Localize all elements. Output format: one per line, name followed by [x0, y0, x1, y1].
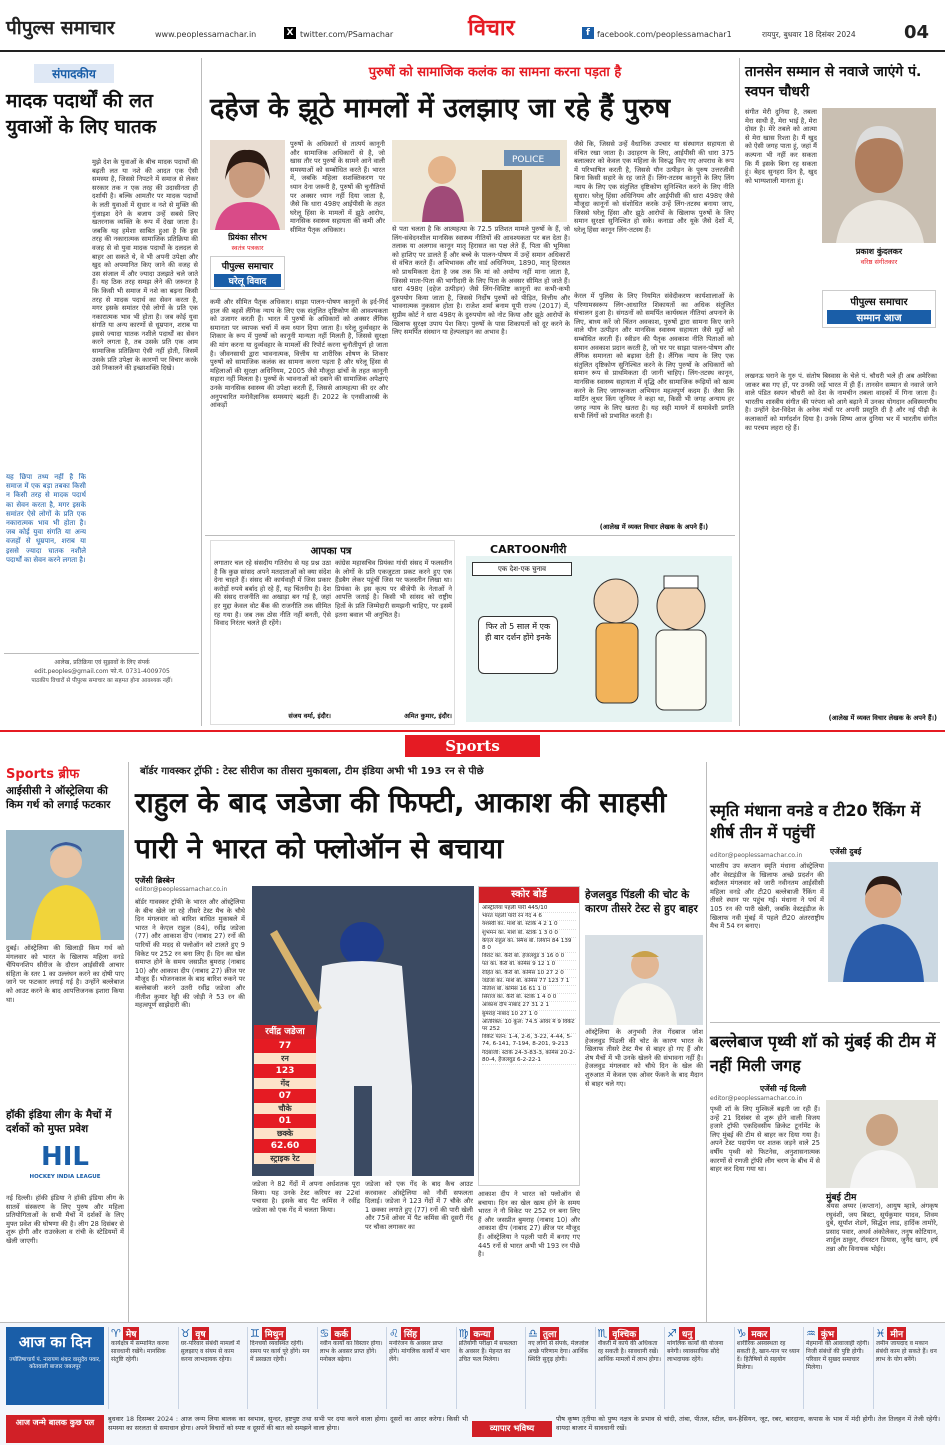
cartoon-panel: [466, 556, 732, 722]
smriti-photo: [828, 862, 938, 982]
sign-name: तुला: [540, 1327, 560, 1340]
sports-banner-bar: [0, 730, 945, 758]
stat-value: 77: [254, 1039, 316, 1053]
horoscope-note: ज्योतिषाचार्य पं. नारायण शंकर वासुदेव पवार, कोतवाली बाजार जबलपुर: [9, 1357, 101, 1370]
score-line: पंत का. कैरी बो. कमिंस 9 12 1 0: [482, 961, 576, 969]
sign-name: मकर: [748, 1327, 770, 1340]
author-photo: [210, 140, 285, 230]
sign-text: मांगलिक कार्यों की योजना बनेगी। व्यावसायिक सौदे लाभदायक रहेंगे।: [667, 1340, 724, 1363]
trade-title: व्यापार भविष्य: [472, 1421, 552, 1437]
sports-headline: राहुल के बाद जडेजा की फिफ्टी, आकाश की साहसी पारी ने भारत को फ्लोऑन से बचाया: [135, 786, 667, 865]
lead-headline: दहेज के झूठे मामलों में उलझाए जा रहे हैं पुरुष: [210, 93, 671, 124]
sports-byline: एजेंसी ब्रिस्बेन: [135, 876, 175, 885]
sign-card: [178, 1327, 248, 1409]
score-line: शुभमन का. मार्श बो. स्टार्क 1 3 0 0: [482, 930, 576, 938]
trade-text: पौष कृष्ण तृतीया को पुष्य नक्षत्र के प्रभाव से चांदी, तांबा, पीतल, स्टील, सन-हैसियन, जूट, रबर, बारदाना, कपास के भाव में मंदी होगी। तेल तिलहन में तेजी रहेगी। वायदा बाजार में सावधानी रखें।: [556, 1415, 940, 1432]
sports-email: editor@peoplessamachar.co.in: [135, 886, 228, 893]
zodiac-icon: ♉: [180, 1327, 191, 1340]
sign-name: वृश्चिक: [609, 1327, 639, 1340]
sign-name: कन्या: [470, 1327, 493, 1340]
score-line: सिराज का. कैरी बो. स्टार्क 1 4 0 0: [482, 994, 576, 1002]
smriti-email: editor@peoplessamachar.co.in: [710, 852, 803, 859]
score-line: गेंदबाजी: स्टार्क 24-3-83-3, कमिंस 20-2-80-4, हेजलवुड 6-2-22-1: [482, 1050, 576, 1065]
smriti-body: भारतीय उप कप्तान स्मृति मंधाना ऑस्ट्रेलिया और वेस्टइंडीज के खिलाफ अच्छे प्रदर्शन की बदौलत मंगलवार को जारी नवीनतम आईसीसी महिला वनडे और टी20 बल्लेबाजी रैंकिंग में तीसरे स्थान पर पहुंच गईं। मंधाना ने पर्थ में 105 रन की पारी खेली, जबकि वेस्टइंडीज के खिलाफ नवी मुंबई में पहले टी20 अंतरराष्ट्रीय मैच में 54 रन बनाए।: [710, 862, 824, 931]
smriti-headline: स्मृति मंधाना वनडे व टी20 रैंकिंग में शीर्ष तीन में पहुंचीं: [710, 801, 921, 842]
lead-col4: जैसे कि, जिससे उन्हें वैधानिक उपचार या संस्थागत सहायता से वंचित रखा जाता है। उदाहरण के लिए, आईपीसी की धारा 375 बलात्कार को केवल एक महिला के विरुद्ध किए गए अपराध के रूप में परिभाषित करती है, जिससे यौन उत्पीड़न के पुरुष उत्तरजीवी बिना किसी सहारे के रह जाते हैं। लिंग-तटस्थ कानूनों के लिए लिंग न्याय के लिए एक संतुलित दृष्टिकोण सुनिश्चित करने के लिए नीति सुधार। घरेलू हिंसा अधिनियम और आईपीसी की धारा 498ए जैसे मौजूदा कानूनों को संशोधित करके उन्हें लिंग-तटस्थ बनाया जाए, जिससे घरेलू हिंसा और झूठे आरोपों के खिलाफ पुरुषों के लिए समान सुरक्षा सुनिश्चित हो सके। कनाडा और यूके जैसे देशों में, घरेलू हिंसा कानून लिंग-तटस्थ हैं।: [574, 140, 734, 234]
sign-name: सिंह: [401, 1327, 420, 1340]
team-body: श्रेयस अय्यर (कप्तान), आयुष म्हात्रे, अंगकृष रघुवंशी, जय बिस्टा, सूर्यकुमार यादव, शिवम दुबे, सूर्यांश शेडगे, सिद्धेश लाड, हार्दिक तामोरे, प्रसाद पवार, अथर्व अंकोलेकर, तनुष कोटियान, शार्दुल ठाकुर, रॉयस्टन डियास, जुनैद खान, हर्ष तन्ना और विनायक भोईर।: [826, 1202, 938, 1253]
cartoon-box: [460, 540, 738, 725]
dateline: रायपुर, बुधवार 18 दिसंबर 2024: [762, 30, 856, 39]
editorial-pull-quote: यह छिपा तथ्य नहीं है कि समाज में एक बड़ा तबका किसी न किसी तरह से मादक पदार्थ का सेवन करता है, मगर इसके समांतर ऐसे लोगों के प्रति एक नकारात्मक भाव भी होता है। जब कोई युवा संगति या अन्य वजहों से धूम्रपान, शराब या इससे ज्यादा घातक नशीले पदार्थों का सेवन करने लगता है।: [6, 473, 86, 564]
score-line: रोहित का. कैरी बो. कमिंस 10 27 2 0: [482, 970, 576, 978]
lead-illustration: [392, 140, 567, 222]
brief-player: [6, 830, 124, 940]
lead-kicker: पुरुषों को सामाजिक कलंक का सामना करना पड़ता है: [368, 65, 622, 80]
sports-body3: जडेजा को एक गेंद के बाद कैच आउट करवाकर ऑस्ट्रेलिया को नौवीं सफलता दिलाई। जडेजा ने 123 गेंदों में 7 चौके और 1 छक्का लगाते हुए (77) रनों की पारी खेली और 75वें ओवर में पैट कमिंस की दूसरी गेंद पर चौका लगाकर का: [365, 1180, 473, 1231]
cartoon-title: CARTOONगीरी: [490, 543, 567, 556]
shaw-photo: [826, 1100, 938, 1188]
hazel-photo: [585, 935, 703, 1025]
sign-text: नौकरी में कार्य की अधिकता रह सकती है। सावधानी रखें। आर्थिक मामलों में लाभ होगा।: [597, 1340, 661, 1363]
stat-label: रन: [254, 1053, 316, 1064]
hazel-body: ऑस्ट्रेलिया के अनुभवी तेज गेंदबाज जोश हेजलवुड पिंडली की चोट के कारण भारत के खिलाफ तीसरे टेस्ट मैच से बाहर हो गए हैं और शेष मैचों में भी उनके खेलने की संभावना नहीं है। हेजलवुड मंगलवार को चौथे दिन के खेल की शुरुआत में केवल एक ओवर फेंकने के बाद मैदान से बाहर चले गए।: [585, 1028, 703, 1088]
hazel-player: [585, 935, 703, 1025]
cartoon-bubble: फिर तो 5 साल में एक ही बार दर्शन होंगे इनके: [478, 616, 558, 674]
sports-brief-tag: Sports ब्रीफ: [6, 767, 80, 782]
letter-1: लगातार चल रहे संसदीय गतिरोध से यह प्रश्न उठा है कि कुछ सांसद अपने मतदाताओं को क्या संदेश देना चाहते हैं। संसद की कार्यवाही में जिस प्रकार करोड़ों रुपये बर्बाद हो रहे हैं, यह चिंतनीय है। देश की संसद राजनीति का अखाड़ा बन गई है, जहां हर मुद्दा केवल वोट बैंक की राजनीति तक सीमित रह गया है। जब तक ठोस नीति नहीं बनती, ऐसे विवाद निरंतर चलते ही रहेंगे।: [214, 559, 331, 628]
sign-card: [456, 1327, 526, 1409]
twitter-link[interactable]: twitter.com/PSamachar: [300, 30, 394, 39]
brand-box-title: पीपुल्स समाचार: [221, 262, 274, 272]
lead-note: (आलेख में व्यक्त विचार लेखक के अपने हैं।): [599, 523, 709, 531]
zodiac-icon: ♊: [250, 1327, 260, 1340]
tansen-brand-box: [822, 290, 936, 328]
facebook-icon: f: [582, 27, 594, 39]
birthday-text: बुधवार 18 दिसम्बर 2024 : आज जन्म लिया बालक का स्वभाव, सुन्दर, हष्टपुष्ट तथा सभी पर दया करने वाला होगा। दूसरों का आदर करेगा। किसी भी समस्या का सरलता से समाधान होगा। अपने विचारों को स्पष्ट व दूसरों की बात को समझने वाला होगा।: [108, 1415, 468, 1432]
stat-label: चौके: [254, 1103, 316, 1114]
tansen-brand-title: पीपुल्स समाचार: [850, 297, 908, 308]
sign-name: धनु: [679, 1327, 696, 1340]
sign-text: प्रतियोगी परीक्षा में सफलता के अवसर हैं। मेहनत का उचित फल मिलेगा।: [458, 1340, 518, 1363]
brief-headline: आईसीसी ने ऑस्ट्रेलिया की किम गर्थ को लगाई फटकार: [6, 785, 111, 811]
divider: [4, 653, 199, 654]
stat-label: स्ट्राइक रेट: [254, 1153, 316, 1164]
stat-list: [254, 1039, 316, 1164]
stat-value: 62.60: [254, 1139, 316, 1153]
sports-body1: बॉर्डर गावस्कर ट्रॉफी के भारत और ऑस्ट्रेलिया के बीच खेले जा रहे तीसरे टेस्ट मैच के चौथे दिन मंगलवार को बारिश बाधित मुकाबले में भारत ने केएल राहुल (84), रवींद्र जडेजा (77) और आकाश दीप (नाबाद 27) रनों की पारियों की मदद से फ्लोऑन को टालते हुए 9 विकेट पर 252 रन बना लिए हैं। दिन का खेल समाप्त होने के समय जसप्रीत बुमराह (नाबाद 10) और आकाश दीप (नाबाद 27) क्रीज पर मौजूद हैं। भोजनकाल के बाद बारिश रुकने पर बल्लेबाजी करने उतरी रवींद्र जडेजा और नीतीश कुमार रेड्डी की जोड़ी ने 53 रन की महत्वपूर्ण साझेदारी की।: [135, 898, 245, 1010]
score-line: अतिरिक्त: 10 कुल: 74.5 ओवर में 9 विकेट पर 252: [482, 1019, 576, 1034]
score-line: आकाश दीप नाबाद 27 31 2 1: [482, 1002, 576, 1010]
sign-card: [873, 1327, 943, 1409]
divider: [706, 762, 707, 1340]
score-line: यशस्वी का. मार्श बो. स्टार्क 4 2 1 0: [482, 921, 576, 929]
tansen-author-name: प्रकाश कुंदलकर: [855, 247, 903, 256]
sports-brief-column: [4, 762, 126, 1340]
sign-card: [595, 1327, 665, 1409]
page-number: 04: [904, 22, 930, 43]
sign-text: घर-परिवार संबंधी मामलों में सुलझाए व संयम से काम करना लाभदायक रहेगा।: [180, 1340, 240, 1363]
sign-card: [108, 1327, 178, 1409]
sign-card: [734, 1327, 804, 1409]
hockey-logo: [22, 1140, 108, 1190]
section-box: घरेलू विवाद: [214, 274, 281, 287]
author-portrait: [210, 140, 285, 230]
lead-col5: केरल में पुलिस के लिए नियमित संवेदीकरण कार्यशालाओं के परिणामस्वरूप लिंग-आधारित शिकायतों का अधिक संतुलित संचालन हुआ है। संगठनों को समर्पित कार्यस्थल नीतियां अपनाने के लिए, बाध्य करें जो चिंतन अवकाश, पुरुषों द्वारा सामना किए जाने वाले यौन उत्पीड़न और मानसिक स्वास्थ्य सहायता जैसे मुद्दों को सम्बोधित करती हैं। स्वीडन की पैतृक अवकाश नीति पिताओं को समान अवकाश प्रदान करती है, जो घर पर साझा पालन-पोषण और लैंगिक समानता को बढ़ावा देती है। लैंगिक न्याय के लिए एक संतुलित दृष्टिकोण सुनिश्चित करने के लिए पुरुषों के अधिकारों को समान रूप से प्राथमिकता दी जानी चाहिए। लिंग-तटस्थ कानून, मानसिक स्वास्थ्य सहायता में वृद्धि और सामाजिक रूढ़ियों को खत्म करने के लिए जागरूकता अभियान महत्वपूर्ण कदम हैं। जैसा कि मार्टिन लूथर किंग जूनियर ने कहा था, किसी भी जगह अन्याय हर जगह न्याय के लिए खतरा है। यह सही मायने में समावेशी प्रगति सभी लिंगों को प्रभावित करती है।: [574, 292, 734, 421]
sign-text: मेहमानों की आवाजाही रहेगी। निजी संबंधों की पुष्टि होगी। परिवार में सुखद समाचार मिलेगा।: [806, 1340, 870, 1371]
zodiac-icon: ♋: [319, 1327, 330, 1340]
sign-name: मेष: [123, 1327, 140, 1340]
smriti-player: [828, 862, 938, 982]
score-line: जडेजा का. मार्श बो. कमिंस 77 123 7 1: [482, 978, 576, 986]
zodiac-icon: ♌: [389, 1327, 399, 1340]
sign-text: मनोरंजन के अवसर प्राप्त होंगे। मांगलिक कार्यों में भाग लेंगे।: [389, 1340, 450, 1363]
score-line: विराट का. कैरी बो. हेजलवुड 3 16 0 0: [482, 953, 576, 961]
letter-2: कांग्रेस महासचिव प्रियंका गांधी संसद में फलस्तीन के लोगों के प्रति एकजुटता प्रकट करने हुए एक हैंडबैग लेकर पहुंचीं जिस पर फलस्तीन लिखा था। प्रियंका के इस कृत्य पर बीजेपी के नेताओं ने आपत्ति जताई है। किसी भी सांसद को राष्ट्रीय हितों के प्रति जिम्मेदारी समझनी चाहिए, पर इसमें इतना बवाल भी अनुचित है।: [335, 559, 452, 619]
brief-photo: [6, 830, 124, 940]
score-line: केएल राहुल का. स्मिथ बो. लियोन 84 139 8 0: [482, 938, 576, 953]
shaw-headline: बल्लेबाज पृथ्वी शॉ को मुंबई की टीम में नहीं मिली जगह: [710, 1032, 936, 1075]
sign-text: नए लोगों से संपर्क, मेलजोल अच्छे परिणाम देगा। आर्थिक स्थिति सुदृढ़ होगी।: [528, 1340, 589, 1363]
brief-body: दुबई। ऑस्ट्रेलिया की खिलाड़ी किम गर्थ को मंगलवार को भारत के खिलाफ महिला वनडे चैंपियनशिप सीरीज के दौरान आईसीसी आचार संहिता के स्तर 1 का उल्लंघन करने का दोषी पाए जाने पर फटकार लगाई गई है। उन्होंने बल्लेबाज को आउट करने के बाद आपत्तिजनक इशारा किया था।: [6, 944, 124, 1004]
lead-col2: कमी और सीमित पैतृक अधिकार। साझा पालन-पोषण कानूनों के इर्द-गिर्द हाल की बहसें लैंगिक न्याय के लिए एक संतुलित दृष्टिकोण की आवश्यकता को उजागर करती हैं। भारत में पुरुषों के अधिकारों को अक्सर लैंगिक समानता पर व्यापक चर्चा में कम ध्यान दिया जाता है। घरेलू दुर्व्यवहार के शिकार के रूप में पुरुषों को कानूनी मान्यता नहीं मिलती है, जिससे सुरक्षा की मांग करना या दुर्व्यवहार के मामलों की रिपोर्ट करना चुनौतीपूर्ण हो जाता है। जीवनसाथी द्वारा भावनात्मक, वित्तीय या शारीरिक शोषण के शिकार पुरुषों को सामाजिक कलंक का सामना करना पड़ता है और घरेलू हिंसा से महिलाओं की सुरक्षा अधिनियम, 2005 जैसे मौजूदा ढांचों के तहत कानूनी सहारा नहीं मिलता है। पुरुषों के भावनाओं को दबाने की सामाजिक अपेक्षाएं उनके मानसिक स्वास्थ्य की उपेक्षा करती हैं, जिससे आत्महत्या की दर और अनुपचारित मनोवैज्ञानिक समस्याएं बढ़ती हैं। 2022 के एनसीआरबी के आंकड़ों: [210, 298, 388, 410]
tansen-body: लखनऊ घराने के गुरु पं. संतोष बिस्वास के चेले पं. चौधरी भले ही अब अमेरिका जाकर बस गए हों, पर उनकी जड़ें भारत में ही हैं। तानसेन सम्मान से नवाजे जाने वाले पंडित स्वपन चौधरी को देश के नामचीन तबला वादकों में गिना जाता है। भारतीय शास्त्रीय संगीत की परंपरा को आगे बढ़ाने में उनका योगदान अविस्मरणीय है। उन्होंने देश-विदेश के अनेक मंचों पर अपनी प्रस्तुति दी है और नई पीढ़ी के कलाकारों को मार्गदर्शन दिया है। उनके शिष्य आज दुनिया भर में भारतीय संगीत का परचम लहरा रहे हैं।: [745, 372, 937, 432]
jadeja-name: रवींद्र जडेजा: [254, 1025, 316, 1039]
cartoon-figures: [576, 566, 726, 722]
editorial-headline: मादक पदार्थों की लत युवाओं के लिए घातक: [6, 90, 157, 138]
hockey-logo-text: HIL: [40, 1142, 89, 1172]
horoscope-strip: [0, 1322, 945, 1445]
hazel-headline: हेजलवुड पिंडली की चोट के कारण तीसरे टेस्ट से हुए बाहर: [585, 889, 698, 915]
tansen-portrait: [822, 108, 936, 243]
score-line: विकेट पतन: 1-4, 2-6, 3-22, 4-44, 5-74, 6-141, 7-194, 8-201, 9-213: [482, 1034, 576, 1049]
horoscope-title: आज का दिन: [18, 1333, 92, 1351]
tansen-photo: [822, 108, 936, 243]
letter-2-signature: अमित कुमार, इंदौर।: [404, 712, 452, 720]
shaw-body: पृथ्वी शॉ के लिए मुश्किलें बढ़ती जा रही हैं। उन्हें 21 दिसंबर से शुरू होने वाली विजय हजारे ट्रॉफी एकदिवसीय क्रिकेट टूर्नामेंट के लिए मुंबई की टीम से बाहर कर दिया गया है। अपने टेस्ट पदार्पण पर शतक जड़ने वाले 25 वर्षीय पृथ्वी को फिटनेस, अनुशासनात्मक कारणों से रणजी ट्रॉफी लीग चरण के बीच में से बाहर कर दिया गया था।: [710, 1105, 820, 1174]
divider: [205, 535, 735, 536]
sign-name: कर्क: [331, 1327, 351, 1340]
sign-text: जमीन जायदाद व मकान संबंधी काम हो सकते हैं। धन लाभ के योग बनेंगे।: [875, 1340, 937, 1363]
facebook-link[interactable]: facebook.com/peoplessamachar1: [597, 30, 732, 39]
author-role: स्वतंत्र पत्रकार: [231, 244, 264, 252]
sign-list: [108, 1327, 942, 1409]
zodiac-icon: ♈: [111, 1327, 121, 1340]
zodiac-icon: ♍: [458, 1327, 469, 1340]
stat-label: छक्के: [254, 1128, 316, 1139]
score-line: नीतीश बो. कमिंस 16 61 1 0: [482, 986, 576, 994]
sports-banner: Sports: [405, 735, 540, 757]
scoreboard-title: स्कोर बोर्ड: [479, 887, 579, 903]
sign-text: दिनचर्या व्यवस्थित रहेगी। समय पर कार्य पूरे होंगे। मन में प्रसन्नता रहेगी।: [250, 1340, 310, 1363]
score-line: ऑस्ट्रेलिया पहली पारी 445/10: [482, 905, 576, 913]
police-sign: POLICE: [512, 155, 545, 165]
sign-text: कार्यक्षेत्र में सम्मानित करना सावधानी रखेंगे। मानसिक संतुष्टि रहेगी।: [111, 1340, 169, 1363]
sign-text: नवीन कार्यों का विस्तार होगा। लाभ के अवसर प्राप्त होंगे। मनोबल बढ़ेगा।: [319, 1340, 383, 1363]
lead-col1: पुरुषों के अधिकारों से तात्पर्य कानूनी और सामाजिक अधिकारों से है, जो खास तौर पर पुरुषों के सामने आने वाली समस्याओं को सम्बोधित करते हैं। भारत में, जबकि महिला सशक्तिकरण पर ध्यान देना जरूरी है, पुरुषों की चुनौतियों पर अक्सर ध्यान नहीं दिया जाता है, जैसे कि धारा 498ए आईपीसी के तहत घरेलू हिंसा के मामलों में झूठे आरोप, मानसिक स्वास्थ्य सहायता की कमी और सीमित पैतृक अधिकार।: [290, 140, 385, 234]
shaw-player: [826, 1100, 938, 1188]
editorial-section: [4, 58, 199, 750]
tansen-note: (आलेख में व्यक्त विचार लेखक के अपने हैं।): [828, 714, 937, 722]
tansen-author-role: वरिष्ठ संगीतकार: [860, 258, 898, 266]
letters-box: [210, 540, 455, 725]
smriti-byline: एजेंसी दुबई: [830, 847, 862, 856]
jadeja-stat-box: [254, 1025, 316, 1164]
zodiac-icon: ♏: [597, 1327, 608, 1340]
divider: [710, 1022, 940, 1023]
birthday-title: आज जन्मे बालक कुछ पल: [6, 1415, 104, 1443]
zodiac-icon: ♑: [736, 1327, 747, 1340]
author-name: प्रियंका सौरभ: [228, 233, 267, 242]
sign-card: [664, 1327, 734, 1409]
illustration-drawing: [392, 140, 567, 222]
zodiac-icon: ♎: [528, 1327, 538, 1340]
brand-logo: पीपुल्स समाचार: [6, 17, 115, 39]
divider: [739, 58, 740, 726]
sign-card: [525, 1327, 595, 1409]
divider: [201, 58, 202, 726]
editorial-footer-line3: पाठकीय विचारों से पीपुल्स समाचार का सहमत होना आवश्यक नहीं।: [31, 678, 173, 684]
editorial-body: मुझे देश के युवाओं के बीच मादक पदार्थों की बढ़ती लत या नशे की आदत एक ऐसी समस्या है, जिससे निपटने में समाज से लेकर सरकार तक न एक तरह की उदासीनता ही दर्शायी है। बल्कि आमतौर पर मादक पदार्थों के लती युवाओं में सुधार व नशे से मुक्ति की गुंजाइश देने के बजाय उन्हें सबसे लिए खतरनाक व्यक्ति के रूप में देखा जाता है। जबकि यह हमेशा साबित हुआ है कि इस तरह की नकारात्मक सामाजिक प्रतिक्रिया की वजह से वो युवा मादक पदार्थों के दलदल से बाहर आ सकते थे, वे भी अपनी उपेक्षा और खुद को अपमानित किए जाने की वजह से उस संजाल में और ज्यादा उलझते चले जाते हैं। यह ठिक तरह समझ लेने की जरूरत है कि किसी भी समाज में नशे का बढ़ना किसी तरह से मादक पदार्थ का सेवन करता है, मगर इसके समांतर ऐसे लोगों के प्रति एक नकारात्मक भाव भी होता है। जब कोई युवा संगति या अन्य कारणों से धूम्रपान, शराब या इससे ज्यादा घातक नशीले पदार्थों का सेवन करने लगता है, तब उसके प्रति एक आम सामाजिक प्रतिक्रिया ऐसी नहीं होती, जिसमें उसके प्रति उपेक्षा के कारणों पर विचार करके उसे निकालने की इच्छाशक्ति दिखे।: [92, 158, 198, 373]
x-icon: X: [284, 27, 296, 39]
brand-box: [210, 256, 285, 290]
shaw-byline: एजेंसी नई दिल्ली: [760, 1084, 807, 1093]
hockey-body: नई दिल्ली। हॉकी इंडिया ने हॉकी इंडिया लीग के सातवें संस्करण के लिए पुरुष और महिला प्रतियोगिताओं के सभी मैचों में दर्शकों के लिए मुफ्त प्रवेश की घोषणा की है। लीग 28 दिसंबर से शुरू होगी और राउरकेला व रांची के स्टेडियमों में खेली जाएगी।: [6, 1194, 124, 1245]
shaw-email: editor@peoplessamachar.co.in: [710, 1095, 803, 1102]
sports-body2: जडेजा ने 82 गेंदों में अपना अर्धशतक पूरा किया। यह उनके टेस्ट करियर का 22वां पचासा है। इसके बाद पैट कमिंस ने रवींद्र जडेजा को एक गेंद में चलता किया।: [252, 1180, 360, 1214]
tansen-section-box: सम्मान आज: [827, 310, 931, 324]
lead-col3: से पता चलता है कि आत्महत्या के 72.5 प्रतिशत मामले पुरुषों के हैं, जो लिंग-संवेदनशील मानसिक स्वास्थ्य नीतियों की आवश्यकता पर बल देता है। तलाक या अलगाव कानून मातृ हिरासत का पक्ष लेते हैं, पिता की भूमिका को हाशिए पर डालते हैं और बच्चे के पालन-पोषण में उन्हें समान अधिकारों से वंचित करते हैं। अभिभावक और वार्ड अधिनियम, 1890, मातृ हिरासत को प्राथमिकता देता है जब तक कि मां को अयोग्य नहीं माना जाता है, जिससे माता-पिता की भागीदारी के लिए पिता के अवसर सीमित हो जाते हैं। धारा 498ए (दहेज उत्पीड़न) जैसे लिंग-विशिष्ट कानूनों का कभी-कभी दुरुपयोग किया जाता है, जिससे निर्दोष पुरुषों को पीड़ित, वित्तीय और भावनात्मक नुकसान होता है। राजेश शर्मा बनाम यूपी राज्य (2017) में, सुप्रीम कोर्ट ने धारा 498ए के दुरुपयोग को नोट किया और झूठे आरोपों के खिलाफ सुरक्षा उपाय पेश किए। पुरुषों के पास शिकायतों को दूर करने के लिए समर्पित संस्थान या हेल्पलाइन का अभाव है।: [392, 225, 570, 337]
sign-card: [803, 1327, 873, 1409]
sign-name: मीन: [887, 1327, 906, 1340]
stat-value: 123: [254, 1064, 316, 1078]
zodiac-icon: ♐: [667, 1327, 677, 1340]
score-line: भारत पहली पारी रन गेंद 4 6: [482, 913, 576, 921]
editorial-tag: संपादकीय: [34, 64, 114, 83]
stat-label: गेंद: [254, 1078, 316, 1089]
scoreboard: [478, 886, 580, 1186]
horoscope-title-box: [6, 1327, 104, 1405]
sign-card: [386, 1327, 456, 1409]
score-line: बुमराह नाबाद 10 27 1 0: [482, 1011, 576, 1019]
editorial-footer-line1: आलेख, प्रतिक्रिया एवं सुझावों के लिए संपर्क: [54, 659, 150, 666]
sports-kicker: बॉर्डर गावस्कर ट्रॉफी : टेस्ट सीरीज का तीसरा मुकाबला, टीम इंडिया अभी भी 193 रन से पीछे: [140, 766, 484, 777]
stat-value: 07: [254, 1089, 316, 1103]
sign-name: मिथुन: [262, 1327, 286, 1340]
divider: [128, 762, 129, 1340]
website-link[interactable]: www.peoplessamachar.in: [155, 30, 257, 39]
sign-name: वृष: [192, 1327, 208, 1340]
team-title: मुंबई टीम: [826, 1193, 857, 1203]
letter-1-signature: संजय वर्मा, इंदौर।: [288, 712, 331, 720]
hockey-logo-sub: HOCKEY INDIA LEAGUE: [29, 1174, 101, 1180]
editorial-footer-line2: edit.peoples@gmail.com फो.नं. 0731-4009705: [34, 668, 170, 675]
stat-value: 01: [254, 1114, 316, 1128]
tansen-intro: संगीत मेरी दुनिया है, तबला मेरा साथी है, मेरा भाई है, मेरा दोस्त है। मेरे तबले को आत्मा से मेरा खास रिश्ता है। मैं खुद को ऐसी जगह पाता हूं, जहां मैं कल्पना भी नहीं कर सकता कि मैं इसके बिना रह सकता हूं। बेहद सुनहरा दिन है, खुद को भाग्यशाली मानता हूं।: [745, 108, 817, 185]
hockey-headline: हॉकी इंडिया लीग के मैचों में दर्शकों को मुफ्त प्रवेश: [6, 1109, 112, 1135]
section-title: विचार: [468, 16, 515, 41]
cartoon-sign: एक देश-एक चुनाव: [472, 562, 572, 576]
score-list: [479, 903, 579, 1067]
akash-body: आकाश दीप ने भारत को फ्लोऑन से बचाया। दिन का खेल खत्म होने के समय भारत ने नौ विकेट पर 252 रन बना लिए हैं और जसप्रीत बुमराह (नाबाद 10) और आकाश दीप (नाबाद 27) क्रीज पर मौजूद हैं। ऑस्ट्रेलिया ने पहली पारी में बनाए गए 445 रनों से भारत अभी भी 193 रन पीछे है।: [478, 1190, 580, 1259]
zodiac-icon: ♓: [875, 1327, 886, 1340]
tansen-headline: तानसेन सम्मान से नवाजे जाएंगे पं. स्वपन चौधरी: [745, 64, 922, 100]
sign-card: [247, 1327, 317, 1409]
letters-title: आपका पत्र: [310, 546, 352, 557]
masthead: [0, 0, 945, 52]
sign-text: शारीरिक अस्वस्थता रह सकती है, खान-पान पर ध्यान दें। हितैषियों से सहयोग मिलेगा।: [736, 1340, 800, 1371]
sign-name: कुंभ: [818, 1327, 837, 1340]
sign-card: [317, 1327, 387, 1409]
zodiac-icon: ♒: [806, 1327, 816, 1340]
